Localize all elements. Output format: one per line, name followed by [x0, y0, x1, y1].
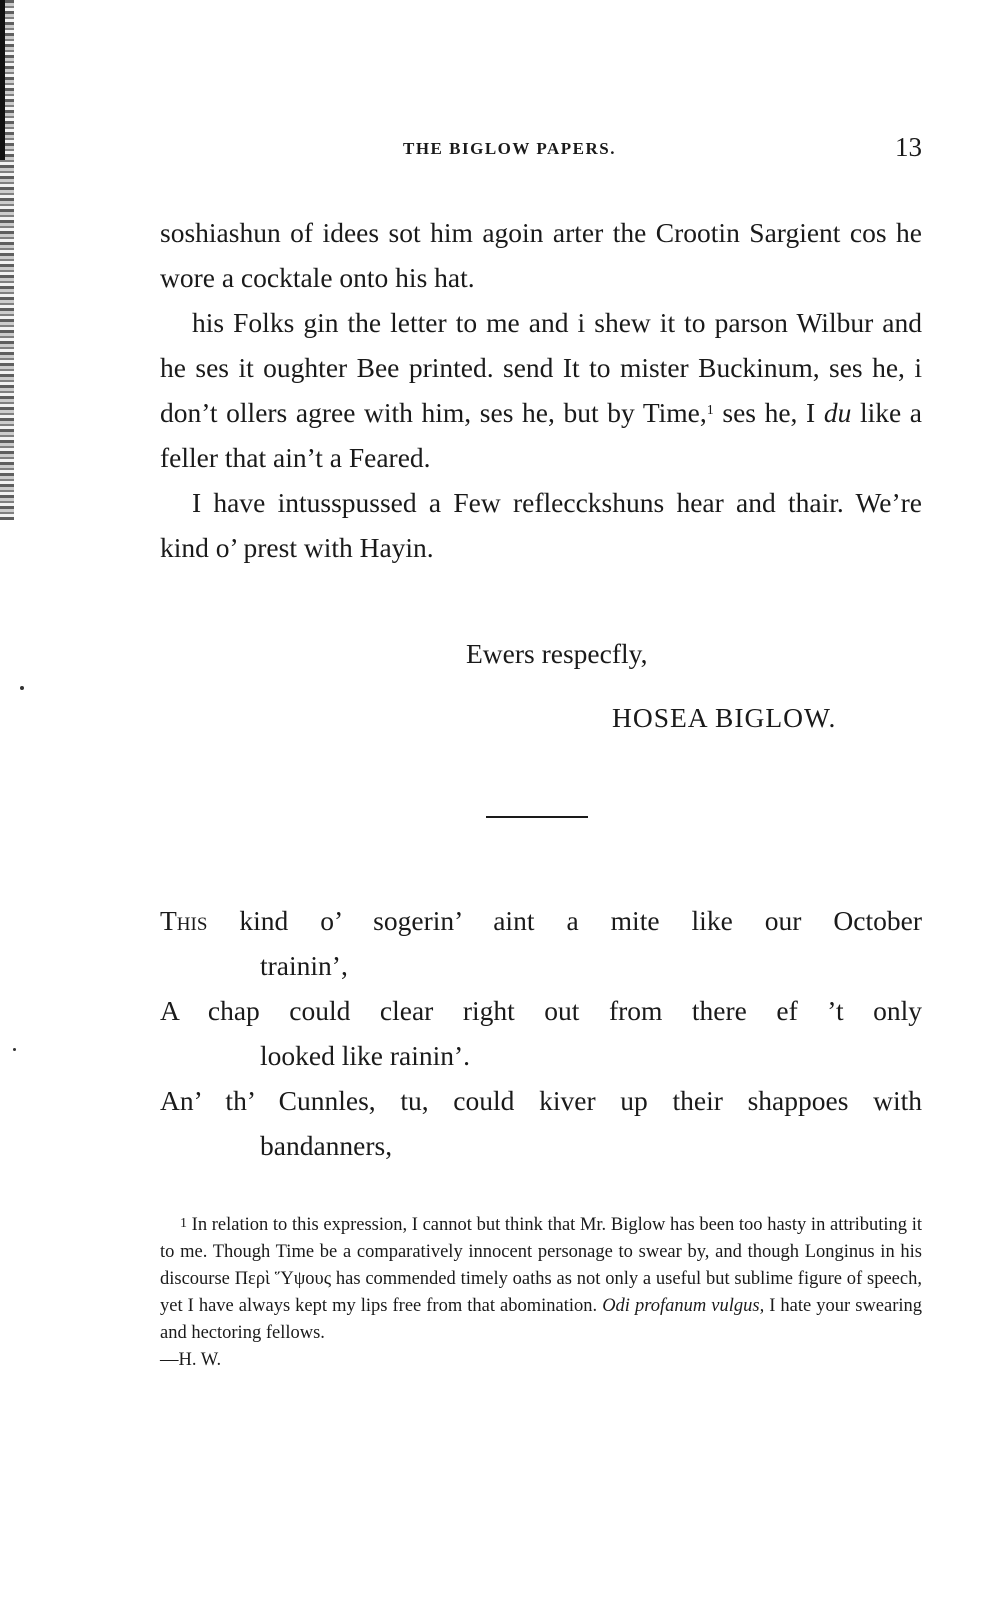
letter-paragraph-3: I have intusspussed a Few reflecckshuns hear and thair. We’re kind o’ prest with Hayin. [160, 487, 922, 563]
letter-paragraph-2: his Folks gin the letter to me and i shew it to parson Wilbur and he ses it oughter Bee printed. send It to mister Buckinum, ses he, i don’t ollers agree with him, ses he, but by Time,$^1$ ses he, I du like a feller that ain’t a Feared. [160, 307, 922, 473]
poem-line-2-continuation: looked like rainin’. [260, 1040, 471, 1071]
letter-paragraph-1: soshiashun of idees sot him agoin arter the Crootin Sargient cos he wore a cocktale onto his hat. [160, 217, 922, 293]
page-number: 13 [895, 132, 922, 162]
footnote-text: $^1$ In relation to this expression, I cannot but think that Mr. Biglow has been too hasty in attributing it to me. Though Time be a comparatively innocent personage to swear by, and though Longinus in his discourse Περὶ Ὕψους has commended timely oaths as not only a useful but sublime figure of speech, yet I have always kept my lips free from that abomination. Odi profanum vulgus, I hate your swearing and hectoring fellows. [160, 1215, 922, 1343]
footnote-mark: 1 [180, 1216, 187, 1231]
scan-speck [20, 686, 24, 690]
poem-line-1-continuation: trainin’, [260, 950, 348, 981]
poem-line-3-continuation: bandanners, [260, 1130, 393, 1161]
poem-line-3: An’ th’ Cunnles, tu, could kiver up their shappoes with [160, 1085, 922, 1116]
greek-title: Περὶ Ὕψους [234, 1269, 332, 1289]
section-divider [486, 816, 588, 818]
letter-signature: HOSEA BIGLOW. [612, 702, 837, 733]
poem-line-1: This kind o’ sogerin’ aint a mite like our October [160, 905, 922, 936]
latin-quote: Odi profanum vulgus, [602, 1296, 765, 1316]
emphasis-word: du [823, 397, 852, 428]
letter-closing: Ewers respecfly, [466, 638, 648, 669]
footnote-reference: 1 [706, 403, 714, 418]
poem-first-word: This [160, 905, 208, 936]
letter-body [160, 210, 922, 570]
footnote-signature: —H. W. [160, 1350, 222, 1370]
running-title: THE BIGLOW PAPERS. [403, 139, 616, 158]
page-edge-shadow [0, 0, 5, 160]
poem [160, 898, 922, 1168]
poem-line-2: A chap could clear right out from there ef ’t only [160, 995, 922, 1026]
scan-speck [13, 1048, 16, 1051]
footnote [160, 1212, 922, 1374]
page-header [160, 132, 922, 172]
